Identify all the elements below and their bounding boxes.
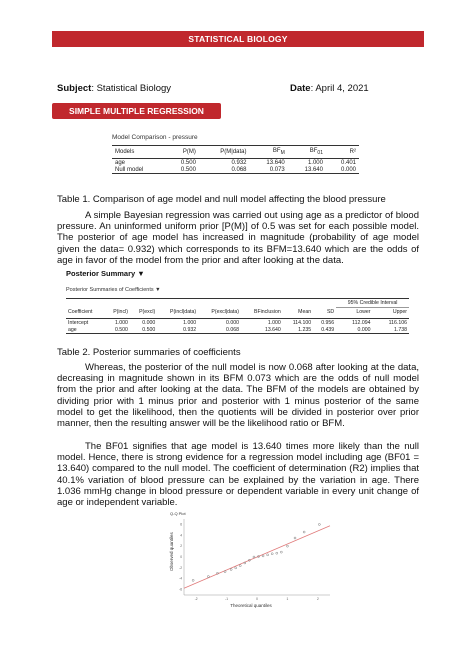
table-cell: 1.738 — [373, 326, 409, 334]
table1-header-cell: R² — [326, 146, 359, 159]
table-cell: 1.000 — [183, 319, 197, 326]
table-cell: 0.000 — [142, 319, 156, 326]
table1-title: Model Comparison - pressure — [112, 134, 198, 141]
qq-x-tick-label: 0 — [256, 597, 258, 601]
table2-header-cell: Lower — [336, 308, 372, 319]
qq-point — [253, 556, 255, 558]
table2-header-cell: P(incl) — [105, 308, 130, 319]
table-row — [66, 319, 409, 327]
table1-header-cell — [250, 146, 288, 159]
table-row — [112, 159, 359, 167]
posterior-summary-title — [66, 269, 145, 278]
table2-header-cell: P(incl|data) — [157, 308, 198, 319]
dropdown-icon[interactable]: ▼ — [155, 287, 161, 293]
table-cell: 0.401 — [340, 159, 356, 166]
table-cell: 0.000 — [226, 319, 239, 326]
subject-line — [57, 83, 171, 94]
qq-ticks — [179, 522, 319, 601]
qq-reference-line — [184, 526, 330, 589]
table2-header-cell: Coefficient — [66, 308, 105, 319]
subject-value: : Statistical Biology — [91, 83, 172, 94]
qq-y-tick-label: 0 — [180, 555, 182, 559]
header-banner: STATISTICAL BIOLOGY — [52, 31, 424, 47]
table-cell: 0.068 — [199, 166, 250, 174]
table-row — [112, 166, 359, 174]
table1-header-cell: P(M) — [166, 146, 199, 159]
qq-x-tick-label: 2 — [316, 597, 319, 601]
qq-y-tick-label: -4 — [179, 576, 182, 581]
date-label: Date — [290, 83, 311, 94]
posterior-subtitle-label: Posterior Summaries of Coefficients — [66, 287, 154, 293]
dropdown-icon[interactable]: ▼ — [137, 269, 145, 278]
qq-point — [267, 554, 269, 556]
table-cell: 0.932 — [157, 326, 198, 334]
qq-plot-title: Q-Q Plot — [170, 511, 186, 516]
table-cell: Null model — [112, 166, 166, 174]
qq-point — [276, 552, 278, 554]
table-cell: 0.500 — [105, 326, 130, 334]
table-cell: age — [66, 326, 105, 334]
table-cell: 0.956 — [321, 319, 335, 326]
qq-y-tick-label: -6 — [179, 587, 182, 592]
table-cell: 0.068 — [198, 326, 241, 334]
table-cell: 0.000 — [336, 326, 372, 334]
table1-caption: Table 1. Comparison of age model and null model affecting the blood pressure — [57, 194, 386, 205]
qq-point — [192, 579, 194, 581]
table-cell: 0.500 — [130, 326, 157, 334]
qq-plot-xlabel: Theoretical quantiles — [230, 603, 272, 608]
qq-y-tick-label: 6 — [180, 522, 182, 527]
table2-ci-row — [66, 299, 409, 308]
paragraph-3 — [57, 441, 419, 508]
table-cell: 116.106 — [388, 319, 407, 326]
table-cell: 1.235 — [283, 326, 313, 334]
table2-header-row — [66, 308, 409, 319]
table2-header-cell: Upper — [373, 308, 409, 319]
qq-x-tick-label: -2 — [194, 597, 198, 601]
table-cell: 112.094 — [352, 319, 371, 326]
posterior-summary-label: Posterior Summary — [66, 269, 136, 278]
table-cell: 1.000 — [307, 159, 323, 166]
qq-point — [271, 553, 273, 555]
qq-plot-ylabel: Observed quantiles — [169, 532, 174, 571]
table1-header-sub: M — [280, 150, 285, 157]
table2-header-cell: SD — [313, 308, 336, 319]
table1-header-text: BF — [272, 148, 281, 154]
qq-point — [262, 555, 264, 557]
table1-header-text: BF — [309, 148, 318, 154]
posterior-summary-table — [66, 298, 409, 334]
table2-header-cell: Mean — [283, 308, 313, 319]
table2-header-cell: P(excl|data) — [198, 308, 241, 319]
qq-y-tick-label: 4 — [180, 533, 182, 538]
table-cell: 0.932 — [231, 159, 247, 166]
paragraph-1 — [57, 210, 419, 266]
table2-header-cell: BFinclusion — [241, 308, 283, 319]
date-value: : April 4, 2021 — [310, 83, 369, 94]
table2-header-cell: P(excl) — [130, 308, 157, 319]
table-row — [66, 326, 409, 334]
table1-header-cell: P(M|data) — [199, 146, 250, 159]
table-cell: 0.073 — [250, 166, 288, 174]
table1-header-row — [112, 146, 359, 159]
table-cell: 13.640 — [241, 326, 283, 334]
table-cell: 114.100 — [292, 319, 312, 326]
table-cell: age — [115, 159, 126, 166]
table1-header-cell — [288, 146, 326, 159]
qq-y-tick-label: 2 — [180, 544, 182, 549]
qq-point — [280, 551, 282, 553]
table-cell: 0.500 — [166, 166, 199, 174]
paragraph-1-text: A simple Bayesian regression was carried out using age as a predictor of blood pressure. An uninformed uniform prior [P(M)] of 0.5 was set for each possible model. The posterior of age model has increased in magnitude (probability of age model given the data= 0.932) which corresponds to its BFM=13.640 which are the odds of age in favor of the model from the prior and after looking at the data. — [57, 210, 419, 266]
qq-point — [294, 537, 296, 539]
table-cell: 13.640 — [288, 166, 326, 174]
paragraph-2-text: Whereas, the posterior of the null model is now 0.068 after looking at the data, decreasing in magnitude shown in its BFM 0.073 which are the odds of null model from the prior and after looking at the data. The BFM of the models are obtained by dividing prior with 1 minus prior and posterior with 1 minus posterior of the same model to get the likelihood, then the quotients will be divided in posterior over prior manner, then the resulting answer will be the likelihood ratio or BFM. — [57, 362, 419, 430]
table-cell: 0.500 — [180, 159, 196, 166]
table2-caption: Table 2. Posterior summaries of coefficients — [57, 347, 241, 358]
section-tag: SIMPLE MULTIPLE REGRESSION — [52, 103, 221, 119]
model-comparison-table — [112, 145, 359, 174]
qq-plot — [166, 509, 336, 609]
qq-x-tick-label: 1 — [286, 597, 289, 601]
qq-point — [207, 576, 209, 578]
table-cell: 13.640 — [266, 159, 285, 166]
qq-point — [230, 568, 232, 570]
qq-point — [286, 545, 288, 547]
date-line — [290, 83, 369, 94]
table-cell: Intercept — [68, 319, 89, 326]
qq-points — [192, 523, 320, 581]
table2-spacer — [66, 299, 336, 308]
posterior-subtitle — [66, 287, 161, 293]
table-cell: 1.000 — [114, 319, 128, 326]
qq-point — [318, 523, 320, 525]
credible-interval-header: 95% Credible Interval — [336, 299, 409, 308]
table-cell: 1.000 — [267, 319, 281, 326]
qq-point — [303, 531, 305, 533]
table-cell: 0.000 — [326, 166, 359, 174]
table-cell: 0.439 — [313, 326, 336, 334]
qq-point — [239, 565, 241, 567]
table1-header-cell: Models — [112, 146, 166, 159]
paragraph-3-text: The BF01 signifies that age model is 13.640 times more likely than the null model. Hence, there is strong evidence for a regression model including age (BF01 = 13.640) compared to the null model. The coefficient of determination (R2) implies that 40.1% variation of blood pressure can be explained by the variation in age. There 1.036 mmHg change in blood pressure or dependent variable in every unit change of age or independent variable. — [57, 441, 419, 509]
qq-x-tick-label: -1 — [225, 597, 229, 601]
paragraph-2 — [57, 362, 419, 429]
subject-label: Subject — [57, 83, 92, 94]
table1-header-sub: 01 — [317, 150, 323, 157]
qq-y-tick-label: -2 — [179, 565, 182, 570]
qq-point — [235, 567, 237, 569]
